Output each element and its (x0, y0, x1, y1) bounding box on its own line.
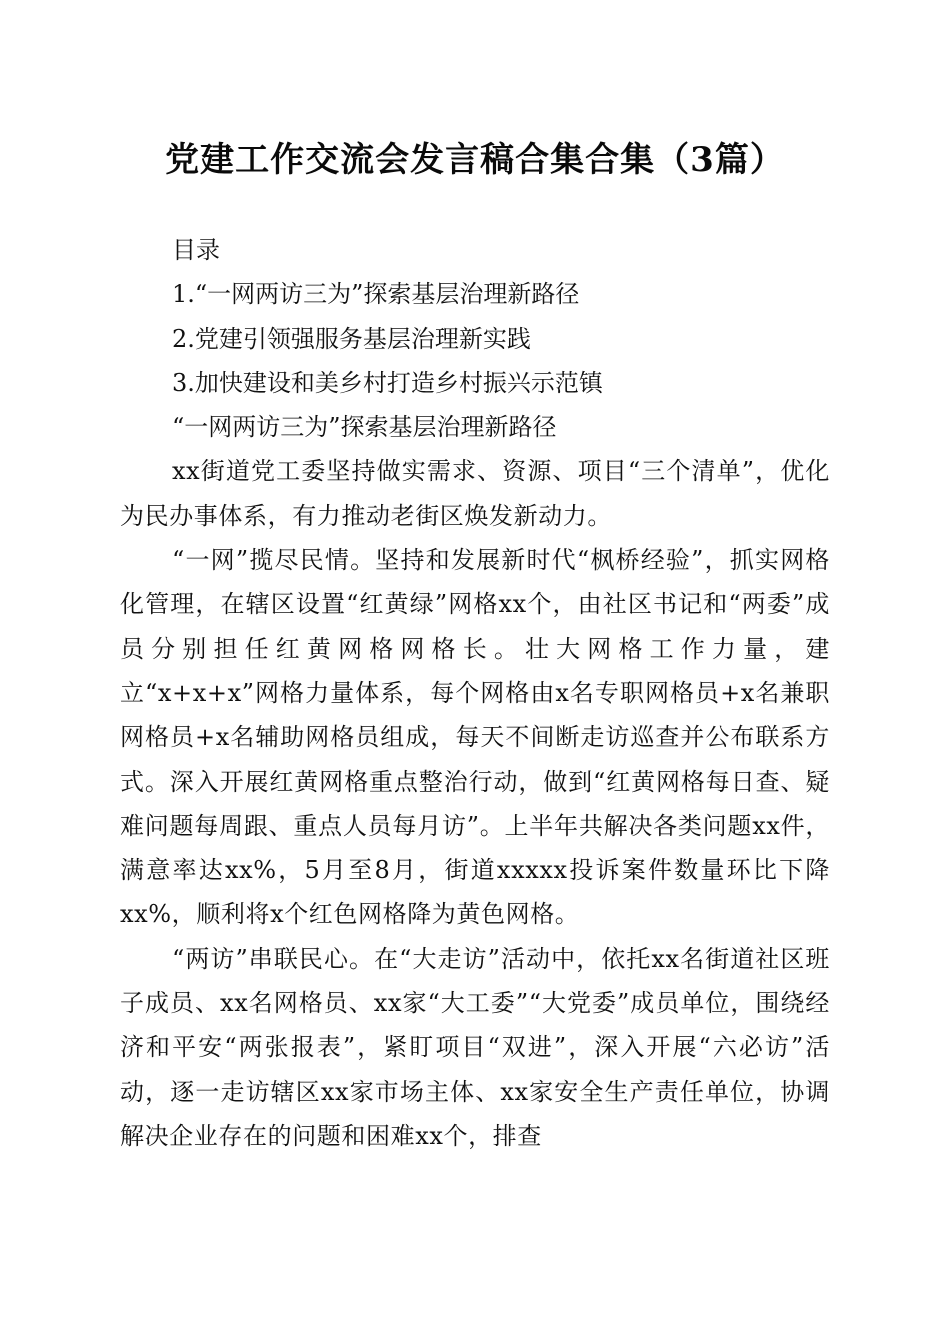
paragraph-intro: xx街道党工委坚持做实需求、资源、项目“三个清单”，优化为民办事体系，有力推动老街区焕发新动力。 (120, 457, 830, 530)
toc-item-3: 3.加快建设和美乡村打造乡村振兴示范镇 (172, 368, 603, 397)
toc-item-1: 1.“一网两访三为”探索基层治理新路径 (172, 280, 580, 309)
section-title: “一网两访三为”探索基层治理新路径 (172, 413, 557, 442)
paragraph-two-visits: “两访”串联民心。在“大走访”活动中，依托xx名街道社区班子成员、xx名网格员、xx家“大工委”“大党委”成员单位，围绕经济和平安“两张报表”，紧盯项目“双进”，深入开展“六必访”活动，逐一走访辖区xx家市场主体、xx家安全生产责任单位，协调解决企业存在的问题和困难xx个，排查 (120, 944, 830, 1150)
toc-heading: 目录 (172, 236, 220, 264)
toc-item-2: 2.党建引领强服务基层治理新实践 (172, 324, 531, 353)
paragraph-one-network: “一网”揽尽民情。坚持和发展新时代“枫桥经验”，抓实网格化管理，在辖区设置“红黄绿”网格xx个，由社区书记和“两委”成员分别担任红黄网格网格长。壮大网格工作力量，建立“x+x+x”网格力量体系，每个网格由x名专职网格员+x名兼职网格员+x名辅助网格员组成，每天不间断走访巡查并公布联系方式。深入开展红黄网格重点整治行动，做到“红黄网格每日查、疑难问题每周跟、重点人员每月访”。上半年共解决各类问题xx件，满意率达xx%，5月至8月，街道xxxxx投诉案件数量环比下降xx%，顺利将x个红色网格降为黄色网格。 (120, 546, 830, 929)
document-title: 党建工作交流会发言稿合集合集（3篇） (165, 140, 785, 180)
document-body (120, 228, 830, 1158)
